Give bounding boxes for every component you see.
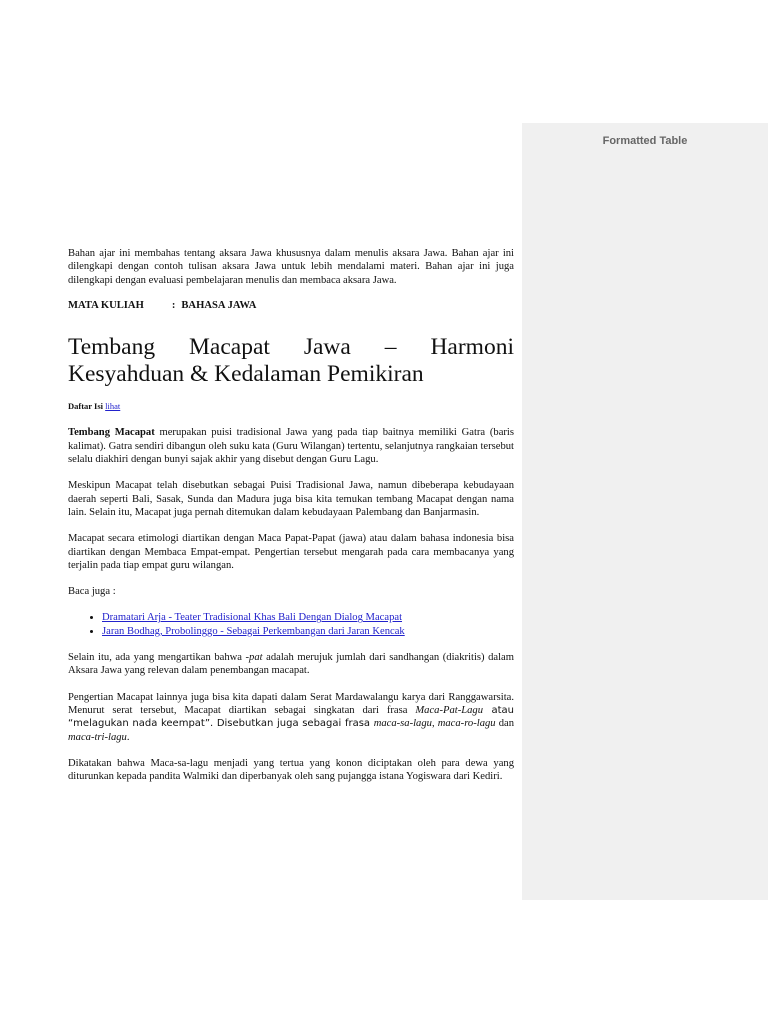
- course-separator: :: [171, 299, 176, 311]
- list-item: [102, 611, 514, 624]
- title-line-1: [68, 334, 514, 361]
- italic-term: maca-tri-lagu: [68, 731, 127, 743]
- related-link[interactable]: Jaran Bodhag, Probolinggo - Sebagai Perkembangan dari Jaran Kencak: [102, 625, 405, 637]
- baca-juga-label: Baca juga :: [68, 586, 116, 598]
- title-line-2: Kesyahduan & Kedalaman Pemikiran: [68, 361, 424, 388]
- paragraph-6: Dikatakan bahwa Maca-sa-lagu menjadi yang tertua yang konon diciptakan oleh para dewa yang diturunkan kepada pandita Walmiki dan diperbanyak oleh sang pujangga istana Yogiswara dari Kediri.: [68, 757, 514, 783]
- italic-term: maca-ro-lagu: [437, 718, 496, 730]
- document-content: [68, 247, 514, 796]
- paragraph-text: merupakan puisi tradisional Jawa yang pada tiap baitnya memiliki Gatra (baris kalimat). Gatra sendiri dibangun oleh suku kata (Guru Wilangan) tertentu, selanjutnya rangkaian tersebut selalu diakhiri dengan bunyi sajak akhir yang disebut dengan Guru Lagu.: [68, 427, 514, 466]
- paragraph-text: dan: [495, 718, 514, 730]
- italic-term: Maca-Pat-Lagu: [415, 704, 484, 716]
- title-word: –: [384, 334, 397, 361]
- paragraph-text: ,: [431, 718, 438, 730]
- title-word: Macapat: [189, 334, 270, 361]
- paragraph-text: Selain itu, ada yang mengartikan bahwa: [68, 652, 246, 664]
- bold-term: Tembang Macapat: [68, 427, 155, 439]
- toc-label: Daftar Isi: [68, 401, 104, 412]
- comment-pane: [522, 123, 768, 900]
- paragraph-3: Macapat secara etimologi diartikan dengan Maca Papat-Papat (jawa) atau dalam bahasa indonesia bisa diartikan dengan Membaca Empat-empat. Pengertian tersebut mengarah pada cara membacanya yang terjalin pada tiap empat guru wilangan.: [68, 533, 514, 571]
- paragraph-4: [68, 651, 514, 678]
- title-word: Harmoni: [430, 334, 514, 361]
- course-label: MATA KULIAH: [68, 299, 144, 311]
- table-of-contents: [68, 400, 514, 413]
- paragraph-text: .: [126, 731, 130, 743]
- paragraph-5: [68, 691, 514, 744]
- related-links-list: [68, 611, 514, 638]
- comment-pane-title: Formatted Table: [602, 135, 688, 147]
- course-meta: [68, 299, 514, 312]
- paragraph-text: adalah merujuk jumlah dari sandhangan (diakritis) dalam Aksara Jawa yang relevan dalam penembangan macapat.: [68, 652, 514, 677]
- paragraph-text: Pengertian Macapat lainnya juga bisa kita dapati dalam Serat Mardawalangu karya dari Ranggawarsita. Menurut serat tersebut, Macapat diartikan sebagai singkatan dari frasa: [68, 691, 514, 716]
- course-value: BAHASA JAWA: [181, 299, 257, 311]
- paragraph-text: atau “melagukan nada keempat”. Disebutkan juga sebagai frasa: [68, 704, 514, 730]
- toc-link[interactable]: lihat: [105, 401, 121, 412]
- italic-term: -pat: [245, 652, 263, 664]
- paragraph-1: [68, 426, 514, 466]
- related-link[interactable]: Dramatari Arja - Teater Tradisional Khas Bali Dengan Dialog Macapat: [102, 612, 403, 624]
- title-word: Tembang: [68, 334, 156, 361]
- intro-paragraph: Bahan ajar ini membahas tentang aksara Jawa khususnya dalam menulis aksara Jawa. Bahan ajar ini dilengkapi dengan contoh tulisan aksara Jawa untuk lebih mendalami materi. Bahan ajar ini juga dilengkapi dengan evaluasi pembelajaran menulis dan membaca aksara Jawa.: [68, 248, 514, 286]
- page-title: [68, 334, 514, 388]
- title-word: Jawa: [303, 334, 351, 361]
- list-item: [102, 625, 514, 638]
- paragraph-2: Meskipun Macapat telah disebutkan sebagai Puisi Tradisional Jawa, namun dibeberapa kebudayaan daerah seperti Bali, Sasak, Sunda dan Madura juga bisa kita temukan tembang Macapat dengan nama lain. Selain itu, Macapat juga pernah ditemukan dalam kebudayaan Palembang dan Banjarmasin.: [68, 480, 514, 518]
- italic-term: maca-sa-lagu: [373, 718, 432, 730]
